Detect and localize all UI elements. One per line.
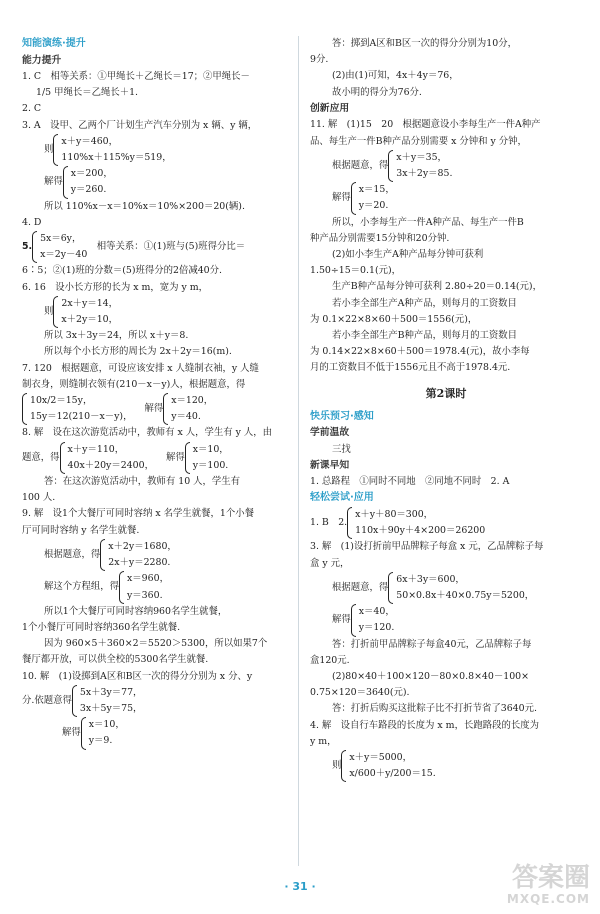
system-label: 则 [44,143,54,155]
equation-system [22,539,290,571]
answer-6-cont: 所以 3x＋3y＝24，所以 x＋y＝8. [44,330,189,342]
system-label: 5. [22,241,33,253]
brace [119,571,124,603]
equation: 10x/2＝15y， [30,395,93,407]
answer-7-cont: 制衣身，则缝制衣领有(210－x－y)人，根据题意，得 [22,378,246,390]
answer-10-cont: 故小明的得分为76分. [332,86,422,98]
answer-3-cont: 答：打折前甲品牌粽子每盒40元，乙品牌粽子每 [332,638,532,650]
equation-system [22,393,290,425]
equation: 2x＋y＝2280. [108,557,171,569]
system-label: 解得 [144,403,164,415]
watermark-text: 答案圈 [511,863,590,893]
answer-10: 10. 解 (1)设掷到A区和B区一次的得分分别为 x 分、y [22,670,253,682]
answer-9: 9. 解 设1个大餐厅可同时容纳 x 名学生就餐，1个小餐 [22,508,254,520]
brace [388,150,393,182]
brace [347,507,352,539]
equation: y＝20. [358,200,389,212]
answer-11-cont: 为 0.14×22×8×60＋500＝1978.4(元)，故小李每 [310,346,530,358]
equation: x＝40， [358,606,395,618]
answer-5-cont: 6∶5；②(1)班的分数＝(5)班得分的2倍减40分. [22,265,222,277]
answer-1-cont: 1/5 甲绳长＝乙绳长＋1. [36,87,139,99]
answer-11-cont: (2)如小李生产A种产品每分钟可获利 [332,248,484,260]
system-label: 则 [332,760,342,772]
answer-6-cont: 所以每个小长方形的周长为 2x＋2y＝16(m). [44,346,232,358]
brace [72,685,77,717]
answer-10-cont: (2)由(1)可知，4x＋4y＝76， [332,70,459,82]
answer-3-cont: 盒 y 元， [310,557,350,569]
equation: 2x＋y＝14， [61,297,118,309]
subsection-title: 创新应用 [310,102,350,114]
equation: 3x＋5y＝75， [79,702,143,714]
system-label: 解得 [332,192,351,204]
system-label: 根据题意，得 [332,159,389,171]
system-label: 解得 [62,727,81,739]
answer-3-cont: 0.75×120＝3640(元). [310,687,410,699]
system-note: 相等关系：①(1)班与(5)班得分比＝ [87,241,246,253]
equation-solution [310,604,582,636]
equation: 6x＋3y＝600， [396,573,465,585]
equation: x＋y＋80＝300， [355,508,434,520]
answer-1: 1. C 相等关系：①甲绳长＋乙绳长＝17；②甲绳长－ [22,71,250,82]
system-label: 根据题意，得 [332,581,389,593]
page-number: · 31 · [284,880,316,893]
brace [341,750,346,782]
answer-11-cont: 月的工资数目不低于1556元且不高于1978.4元. [310,362,511,374]
answer-4: 4. D [22,216,42,228]
answer-3-cont: 所以 110%x－x＝10%x＝10%×200＝20(辆). [44,200,245,212]
answer-11-cont: 1.50÷15＝0.1(元)， [310,265,402,277]
subsection-title: 新课早知 [310,459,350,471]
answer-9-cont: 所以1个大餐厅可同时容纳960名学生就餐， [44,605,228,617]
answer-11-cont: 品、每生产一件B种产品分别需要 x 分钟和 y 分钟， [310,135,527,147]
answer-10-cont: 9分. [310,54,329,66]
equation: x＝960， [127,573,169,585]
equation: y＝120. [358,622,395,634]
equation: 15y＝12(210－x－y)， [30,411,133,423]
brace [53,134,58,166]
equation: x＝200， [70,168,113,180]
equation-system [310,507,582,539]
equation-solution [22,717,290,749]
subsection-title: 学前温故 [310,427,350,439]
answer-11-cont: 为 0.1×22×8×60＋500＝1556(元)， [310,313,478,325]
answer-8: 8. 解 设在这次游览活动中，教师有 x 人，学生有 y 人，由 [22,427,273,439]
equation-system [310,572,582,604]
equation: x＋y＝5000， [349,752,412,764]
answer-2: 2. C [22,103,42,115]
equation: x＋2y＝10， [61,314,118,326]
answer-11-cont: 生产B种产品每分钟可获利 2.80÷20＝0.14(元)， [332,281,542,293]
answer-10-cont: 答：掷到A区和B区一次的得分分别为10分， [332,38,517,49]
brace [60,442,65,474]
equation: x＋y＝460， [61,135,118,147]
equation: x＝10， [192,443,229,455]
brace [351,604,356,636]
section-title: 快乐预习·感知 [310,410,374,422]
equation: x＋y＝110， [67,443,125,455]
equation-solution [22,571,290,603]
answer-9-cont: 餐厅都开放，可以供全校的5300名学生就餐. [22,654,209,666]
system-label: 解这个方程组，得 [44,581,120,593]
brace [351,182,356,214]
equation: 5x＋3y＝77， [79,686,143,698]
subsection-title: 能力提升 [22,54,62,66]
answer-7: 7. 120 根据题意，可设应该安排 x 人缝制衣袖，y 人缝 [22,362,259,374]
section-title: 轻松尝试·应用 [310,492,374,504]
equation: y＝9. [88,735,113,747]
equation-system [22,134,290,166]
column-divider [298,36,299,866]
system-label: 解得 [165,451,185,463]
equation: y＝100. [192,459,229,471]
equation: x＝15， [358,184,395,196]
watermark-url: MXQE.COM [506,892,590,906]
equation: 110x＋90y＋4×200＝26200 [355,525,486,537]
equation: y＝360. [127,589,163,601]
system-label: 解得 [44,176,63,188]
system-label: 根据题意，得 [44,548,101,560]
answer-3: 3. 解 (1)设打折前甲品牌粽子每盒 x 元，乙品牌粽子每 [310,541,544,553]
brace [388,572,393,604]
watermark-logo [507,864,590,906]
answer-11: 11. 解 (1)15 20 根据题意设小李每生产一件A种产 [310,119,541,131]
answer-6: 6. 16 设小长方形的长为 x m，宽为 y m， [22,281,209,293]
answer-11-cont: 所以，小李每生产一件A种产品、每生产一件B [332,216,524,228]
brace [22,393,27,425]
system-label: 分.依题意得 [22,694,72,706]
system-label: 1. B 2. [310,517,348,529]
brace [163,393,168,425]
equation: 50×0.8x＋40×0.75y＝5200， [396,589,535,601]
left-column [22,36,290,750]
right-column [310,36,582,782]
equation: x＝2y－40 [40,249,88,261]
equation-solution [310,182,582,214]
equation-system [310,150,582,182]
equation: x＝10， [88,719,125,731]
system-label: 题意，得 [22,451,60,463]
preview-answer: 1. 总路程 ①同时不同地 ②同地不同时 2. A [310,476,510,488]
equation-system [22,296,290,328]
equation-solution [22,166,290,198]
equation-system [22,231,290,263]
equation: x＝120， [171,395,214,407]
equation: y＝40. [171,411,201,423]
equation: x＋2y＝1680， [108,540,177,552]
answer-4-cont: y m， [310,735,337,747]
answer-8-cont: 答：在这次游览活动中，教师有 10 人，学生有 [44,476,241,488]
answer-4: 4. 解 设自行车路段的长度为 x m，长跑路段的长度为 [310,719,539,731]
answer-8-cont: 100 人. [22,492,56,504]
answer-11-cont: 若小李全部生产A种产品，则每月的工资数目 [332,297,517,309]
equation-system [310,750,582,782]
equation: 3x＋2y＝85. [396,167,453,179]
equation: 110%x＋115%y＝519， [61,152,172,164]
answer-9-cont: 厅可同时容纳 y 名学生就餐. [22,524,140,536]
equation-system [22,442,290,474]
equation: 5x＝6y， [40,233,82,245]
equation: x＋y＝35， [396,151,447,163]
section-title: 知能演练·提升 [22,38,86,49]
answer-11-cont: 种产品分别需要15分钟和20分钟. [310,232,450,244]
brace [185,442,190,474]
system-label: 则 [44,305,54,317]
equation: y＝260. [70,184,107,196]
brace [81,717,86,749]
answer-3-cont: 盒120元. [310,654,350,666]
answer-9-cont: 1个小餐厅可同时容纳360名学生就餐. [22,621,181,633]
brace [32,231,37,263]
equation: 40x＋20y＝2400， [67,459,154,471]
lesson-title: 第2课时 [425,386,467,400]
brace [100,539,105,571]
system-label: 解得 [332,614,351,626]
brace [53,296,58,328]
answer-3: 3. A 设甲、乙两个厂计划生产汽车分别为 x 辆、y 辆， [22,119,258,131]
review-answer: 三找 [332,443,351,455]
brace [63,166,68,198]
equation: x/600＋y/200＝15. [349,768,436,780]
answer-9-cont: 因为 960×5＋360×2＝5520＞5300，所以如果7个 [44,638,268,650]
answer-11-cont: 若小李全部生产B种产品，则每月的工资数目 [332,329,518,341]
equation-system [22,685,290,717]
answer-3-cont: 答：打折后购买这批粽子比不打折节省了3640元. [332,703,537,715]
answer-3-cont: (2)80×40＋100×120－80×0.8×40－100× [332,671,529,682]
